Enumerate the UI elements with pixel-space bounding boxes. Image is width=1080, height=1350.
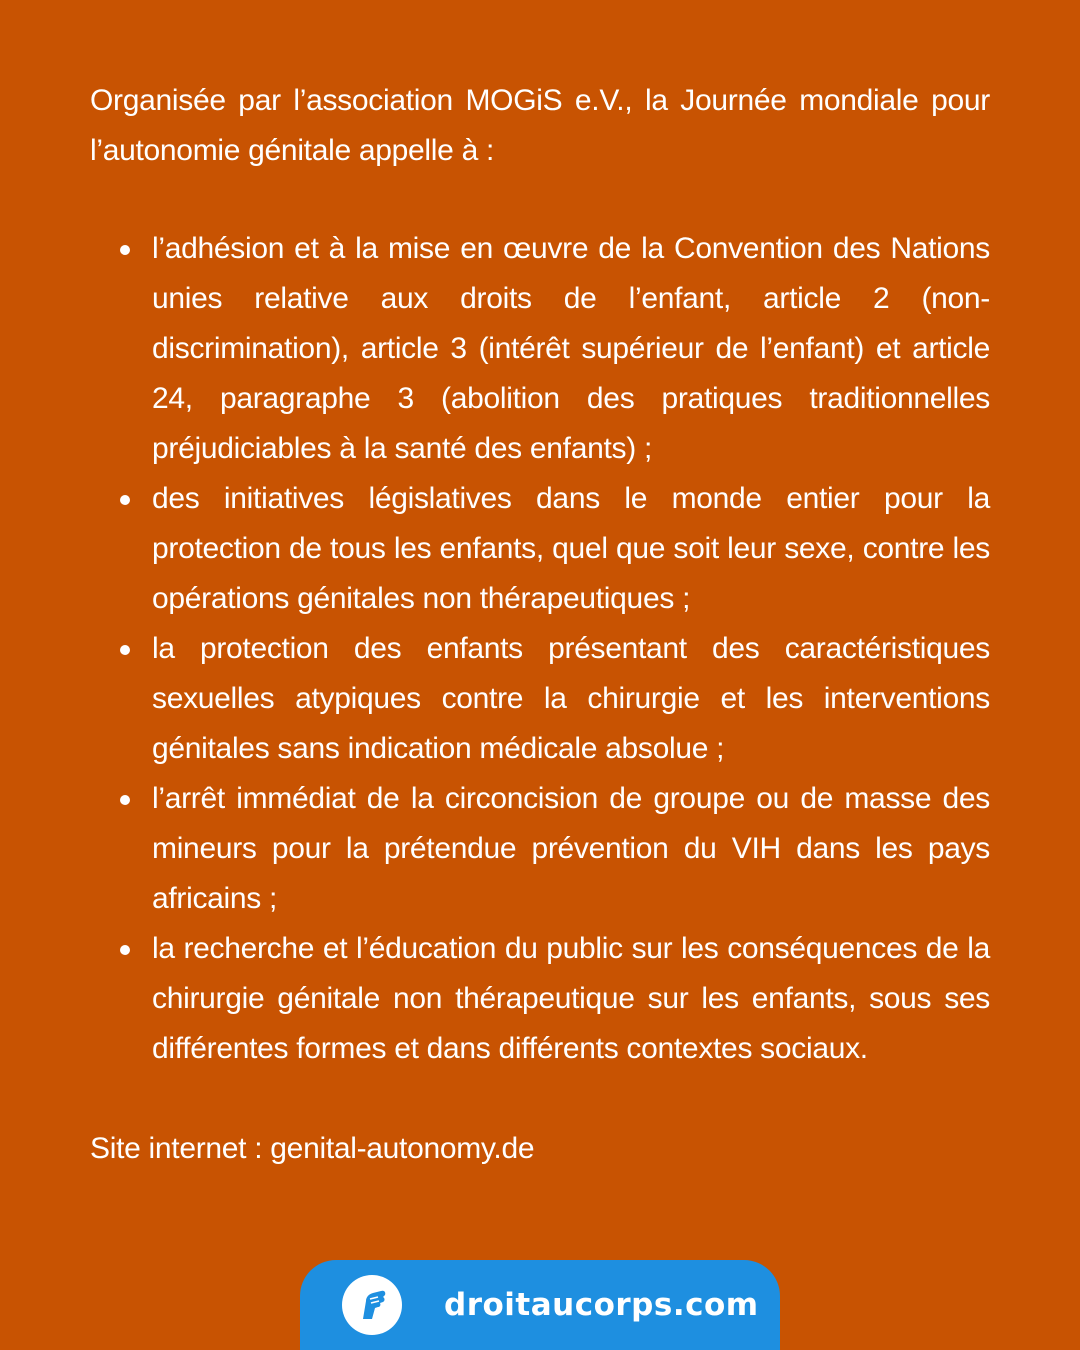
list-item: l’arrêt immédiat de la circoncision de groupe ou de masse des mineurs pour la prétendue prévention du VIH dans les pays africains ; (152, 774, 990, 924)
list-item: des initiatives législatives dans le monde entier pour la protection de tous les enfants, quel que soit leur sexe, contre les opérations génitales non thérapeutiques ; (152, 474, 990, 624)
list-item: la protection des enfants présentant des caractéristiques sexuelles atypiques contre la chirurgie et les interventions génitales sans indication médicale absolue ; (152, 624, 990, 774)
brand-badge[interactable] (300, 1260, 780, 1350)
raised-fist-hand-icon (342, 1275, 402, 1335)
website-line: Site internet : genital-autonomy.de (90, 1132, 535, 1165)
brand-website-label: droitaucorps.com (444, 1287, 759, 1323)
list-item: l’adhésion et à la mise en œuvre de la Convention des Nations unies relative aux droits de l’enfant, article 2 (non-discrimination), article 3 (intérêt supérieur de l’enfant) et article 24, paragraphe 3 (abolition des pratiques traditionnelles préjudiciables à la santé des enfants) ; (152, 224, 990, 474)
main-content (90, 76, 990, 1174)
list-item: la recherche et l’éducation du public sur les conséquences de la chirurgie génitale non thérapeutique sur les enfants, sous ses différentes formes et dans différents contextes sociaux. (152, 924, 990, 1074)
intro-paragraph: Organisée par l’association MOGiS e.V., la Journée mondiale pour l’autonomie génitale appelle à : (90, 84, 990, 167)
demands-list (90, 224, 990, 1074)
